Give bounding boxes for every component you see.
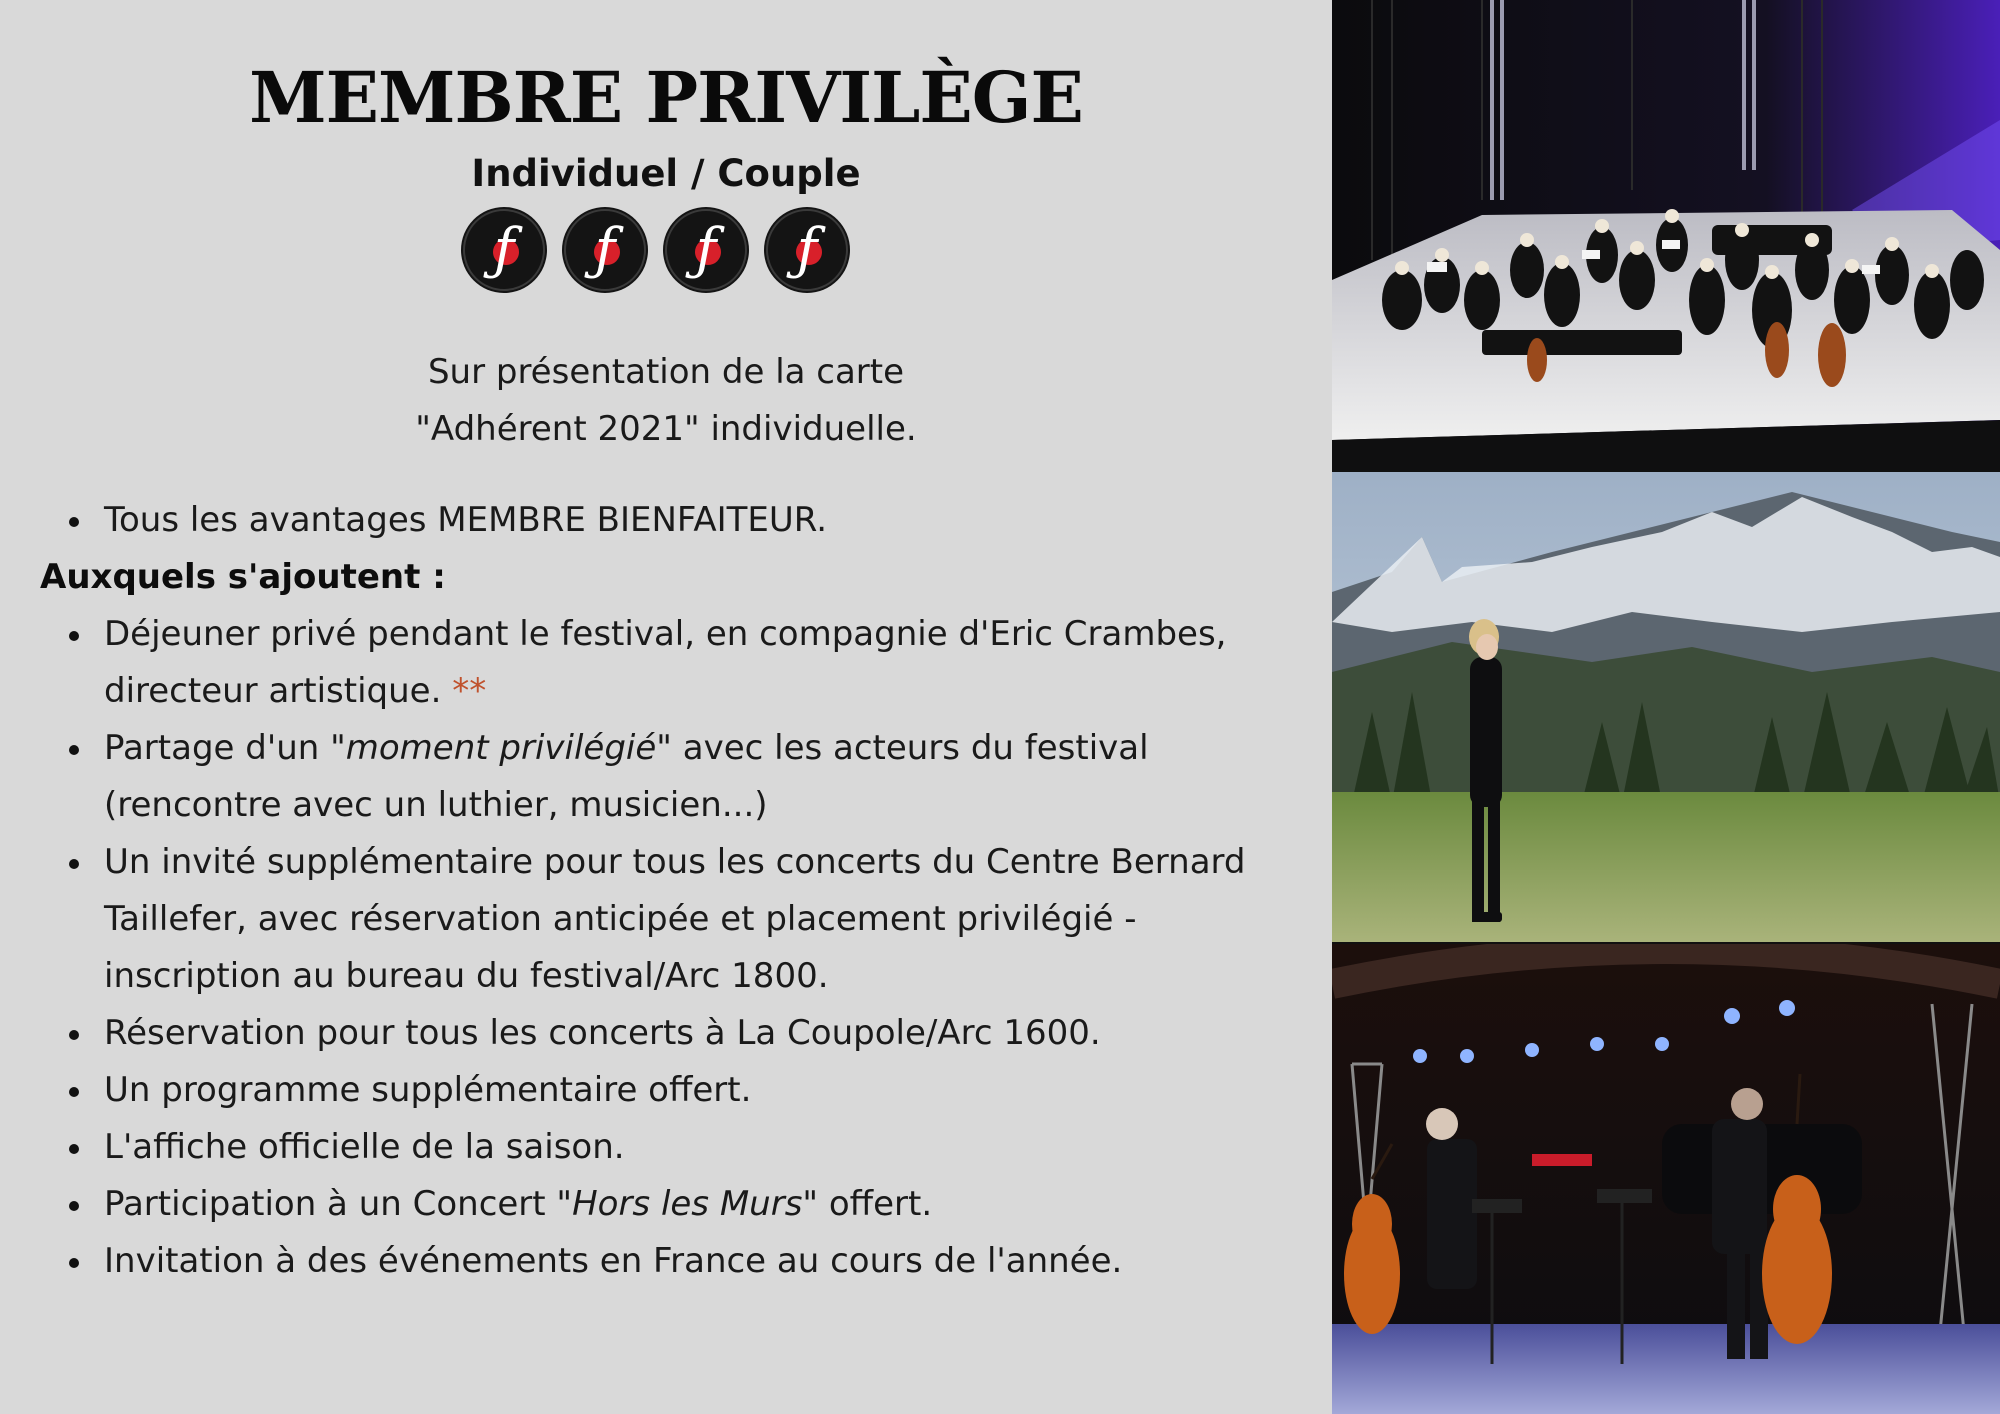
musician-mountain-photo <box>1332 472 2000 942</box>
list-item <box>0 606 1300 720</box>
logo-glyph: ƒ <box>493 217 515 282</box>
item-text: " avec les acteurs du festival (rencontre avec un luthier, musicien...) <box>104 728 1149 825</box>
list-item: Un programme supplémentaire offert. <box>0 1062 1300 1119</box>
item-emphasis: Hors les Murs <box>572 1184 803 1224</box>
logo-glyph: ƒ <box>695 217 717 282</box>
cellists-stage-photo <box>1332 944 2000 1414</box>
intro-text <box>0 344 1332 458</box>
base-benefit-list <box>0 492 1320 549</box>
intro-line: Sur présentation de la carte <box>427 352 905 392</box>
footnote-mark: ** <box>452 671 487 711</box>
page-subtitle: Individuel / Couple <box>471 152 861 195</box>
item-text: Participation à un Concert " <box>104 1184 573 1224</box>
item-emphasis: moment privilégié <box>345 728 657 768</box>
item-text: " offert. <box>802 1184 933 1224</box>
intro-line: "Adhérent 2021" individuelle. <box>415 409 917 449</box>
logo-glyph: ƒ <box>796 217 818 282</box>
item-text: Partage d'un " <box>104 728 346 768</box>
festival-logo-icon <box>763 206 851 294</box>
list-item: Invitation à des événements en France au cours de l'année. <box>0 1233 1300 1290</box>
festival-logo-icon <box>460 206 548 294</box>
page-title: MEMBRE PRIVILÈGE <box>249 56 1083 139</box>
subheading: Auxquels s'ajoutent : <box>40 557 446 597</box>
photo-column <box>1332 0 2000 1414</box>
list-item: Tous les avantages MEMBRE BIENFAITEUR. <box>0 492 1320 549</box>
festival-logo-icon <box>561 206 649 294</box>
list-item: Un invité supplémentaire pour tous les concerts du Centre Bernard Taillefer, avec réservation anticipée et placement privilégié - inscription au bureau du festival/Arc 1800. <box>0 834 1300 1005</box>
list-item: L'affiche officielle de la saison. <box>0 1119 1300 1176</box>
list-item <box>0 1176 1300 1233</box>
list-item: Réservation pour tous les concerts à La Coupole/Arc 1600. <box>0 1005 1300 1062</box>
item-text: Déjeuner privé pendant le festival, en compagnie d'Eric Crambes, directeur artistique. <box>104 614 1227 711</box>
list-item <box>0 720 1300 834</box>
logo-glyph: ƒ <box>594 217 616 282</box>
festival-logo-icon <box>662 206 750 294</box>
benefit-list <box>0 606 1300 1290</box>
orchestra-stage-photo <box>1332 0 2000 470</box>
logo-row <box>460 206 880 296</box>
